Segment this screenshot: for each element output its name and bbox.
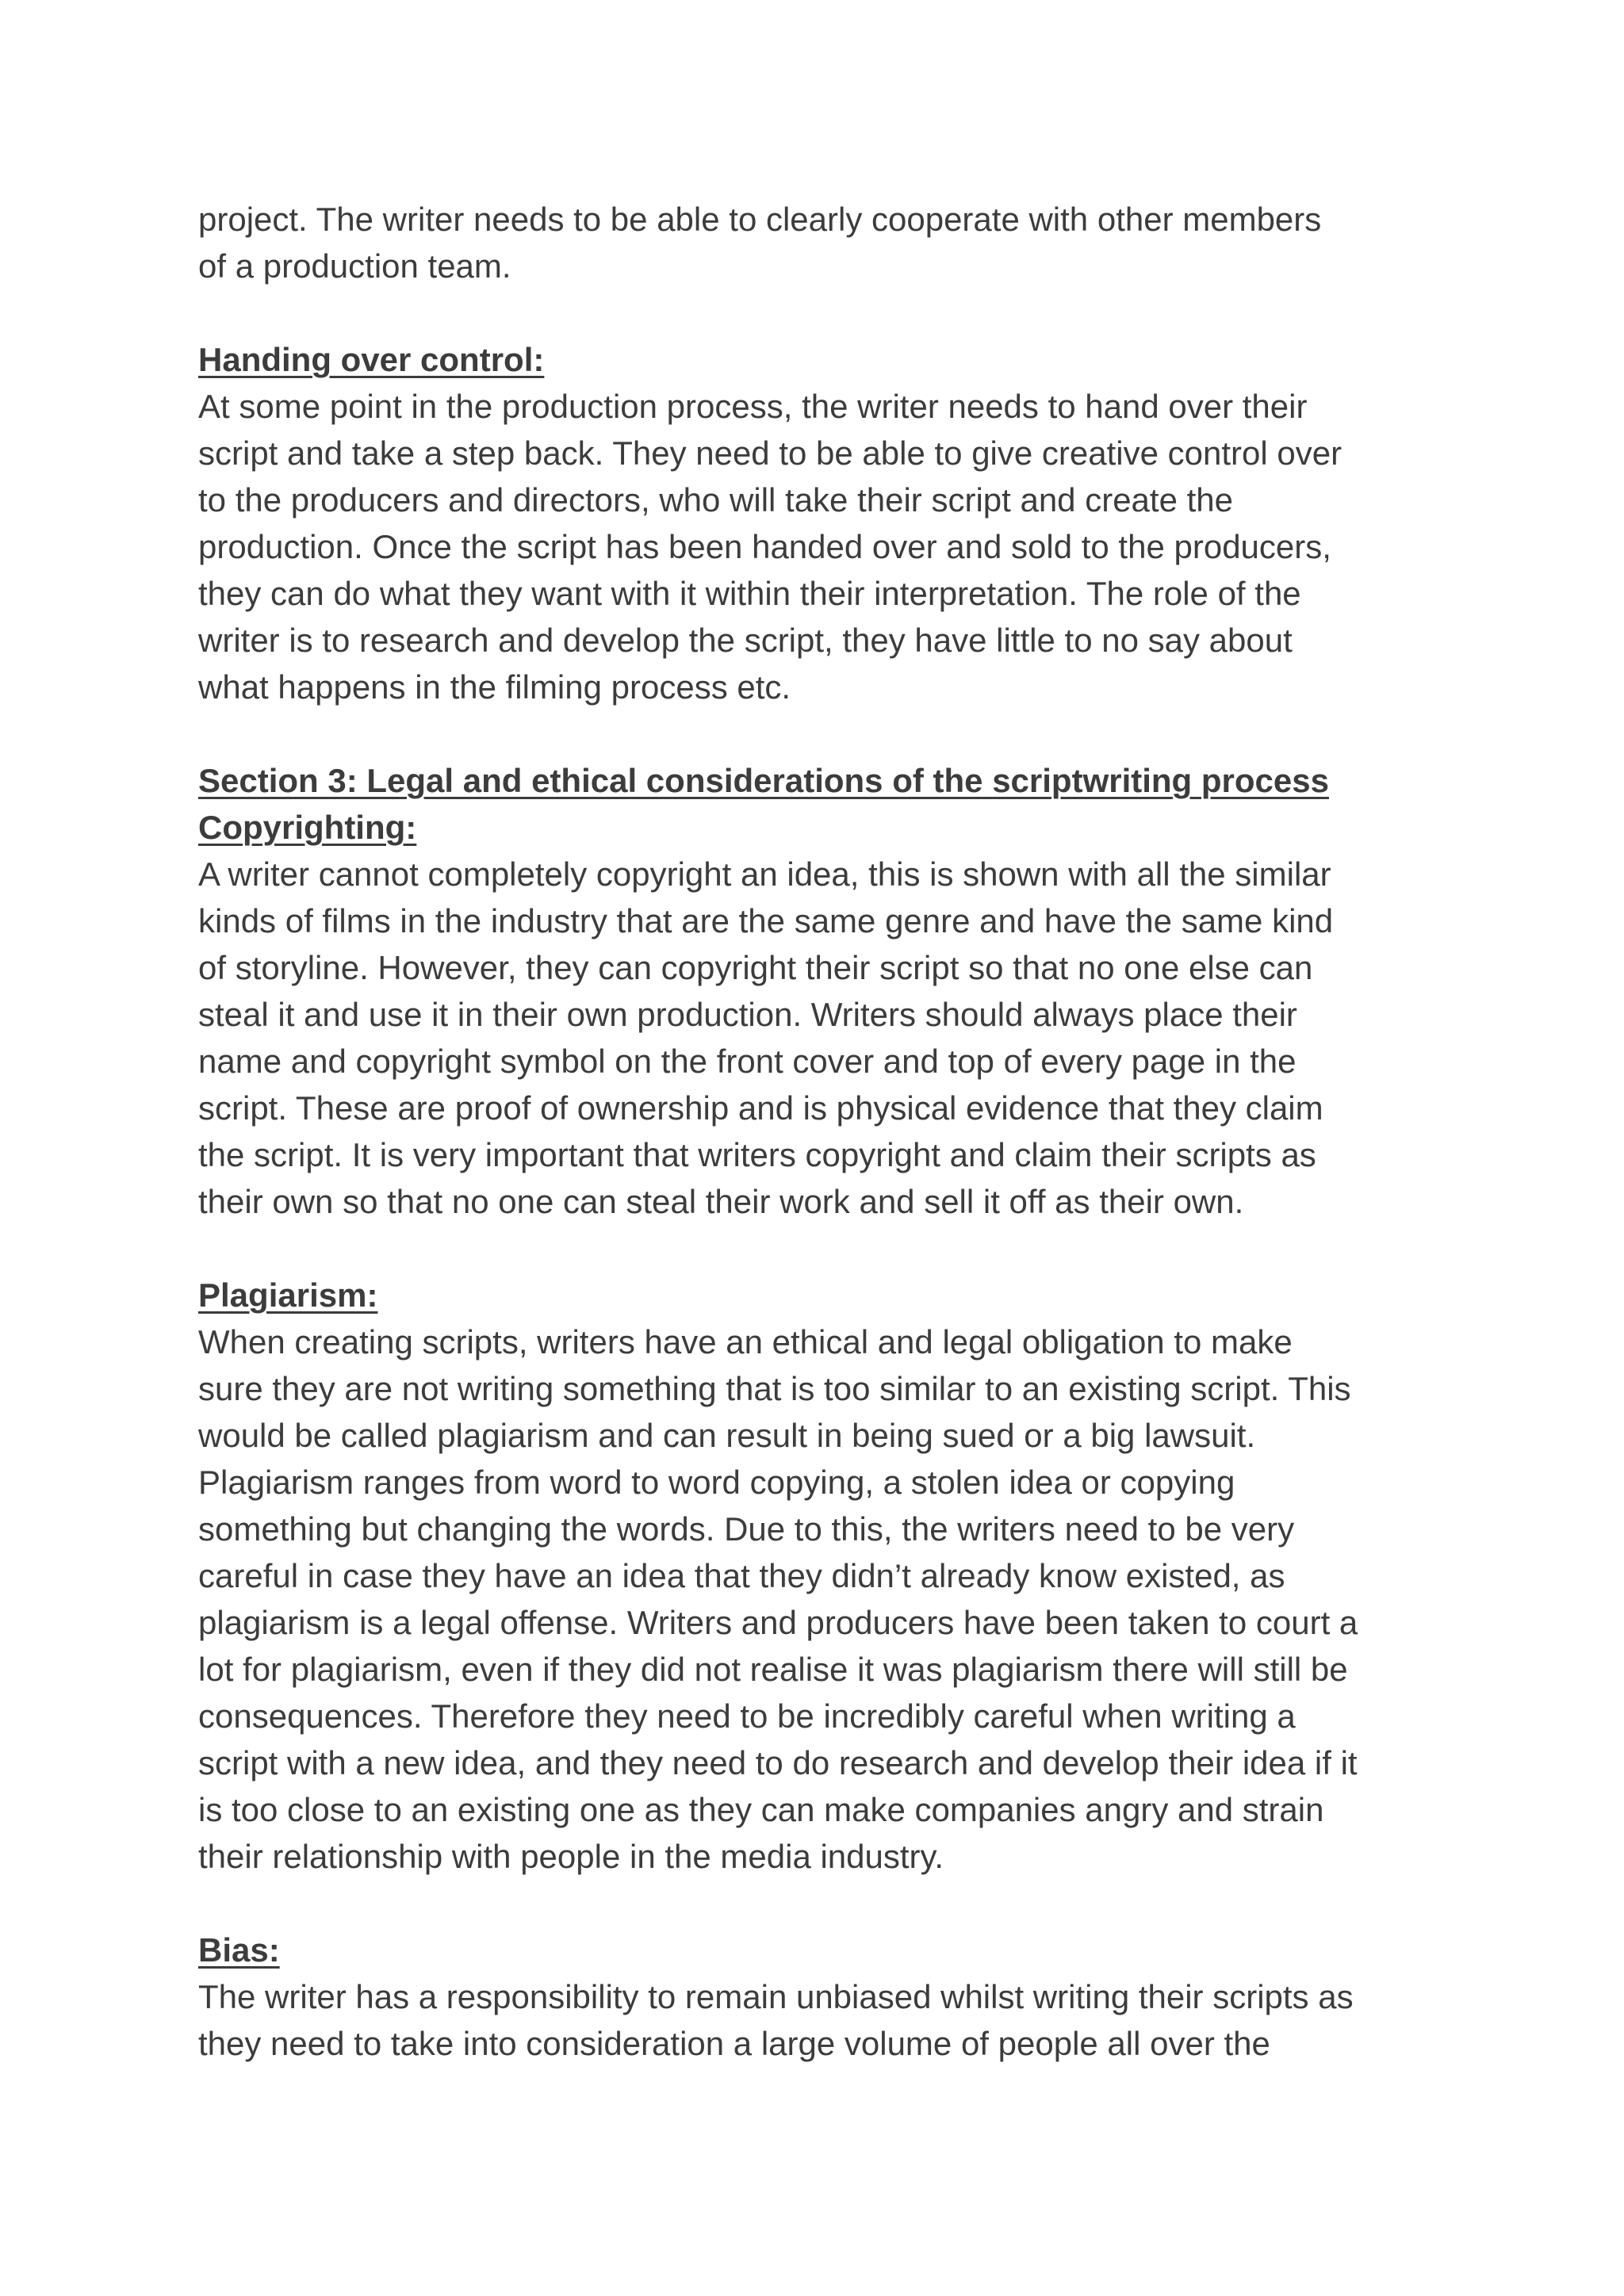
page-content <box>198 196 1451 2067</box>
text-line: is too close to an existing one as they can make companies angry and strain <box>198 1791 1324 1828</box>
paragraph-gap <box>198 1225 1451 1272</box>
text-line: their relationship with people in the media industry. <box>198 1838 944 1875</box>
text-line: script and take a step back. They need to be able to give creative control over <box>198 434 1342 472</box>
text-line: When creating scripts, writers have an ethical and legal obligation to make <box>198 1323 1293 1360</box>
text-line: project. The writer needs to be able to clearly cooperate with other members <box>198 201 1322 238</box>
text-line: consequences. Therefore they need to be incredibly careful when writing a <box>198 1697 1296 1735</box>
text-line: Plagiarism ranges from word to word copying, a stolen idea or copying <box>198 1464 1235 1501</box>
text-line: they need to take into consideration a large volume of people all over the <box>198 2025 1270 2062</box>
text-line: name and copyright symbol on the front cover and top of every page in the <box>198 1043 1297 1080</box>
text-line: their own so that no one can steal their work and sell it off as their own. <box>198 1183 1244 1220</box>
text-line: steal it and use it in their own production. Writers should always place their <box>198 996 1297 1033</box>
text-line: something but changing the words. Due to this, the writers need to be very <box>198 1510 1295 1548</box>
copyrighting-paragraph <box>198 851 1451 1225</box>
heading-plagiarism: Plagiarism: <box>198 1276 378 1314</box>
text-line: The writer has a responsibility to remain unbiased whilst writing their scripts as <box>198 1978 1354 2015</box>
heading-bias: Bias: <box>198 1931 280 1969</box>
heading-copyrighting: Copyrighting: <box>198 809 417 846</box>
plagiarism-paragraph <box>198 1318 1451 1880</box>
paragraph-gap <box>198 289 1451 336</box>
text-line: sure they are not writing something that is too similar to an existing script. This <box>198 1370 1351 1407</box>
paragraph-gap <box>198 1880 1451 1927</box>
text-line: plagiarism is a legal offense. Writers and producers have been taken to court a <box>198 1604 1358 1641</box>
text-line: what happens in the filming process etc. <box>198 668 791 706</box>
text-line: kinds of films in the industry that are the same genre and have the same kind <box>198 902 1334 939</box>
text-line: lot for plagiarism, even if they did not realise it was plagiarism there will still be <box>198 1651 1348 1688</box>
bias-paragraph <box>198 1973 1451 2067</box>
text-line: the script. It is very important that writers copyright and claim their scripts as <box>198 1136 1316 1173</box>
paragraph-gap <box>198 710 1451 757</box>
text-line: of storyline. However, they can copyright their script so that no one else can <box>198 949 1313 986</box>
text-line: script. These are proof of ownership and is physical evidence that they claim <box>198 1089 1323 1127</box>
text-line: script with a new idea, and they need to do research and develop their idea if it <box>198 1744 1358 1781</box>
heading-handing-over-control: Handing over control: <box>198 341 545 378</box>
text-line: to the producers and directors, who will take their script and create the <box>198 481 1233 519</box>
text-line: would be called plagiarism and can result in being sued or a big lawsuit. <box>198 1417 1256 1454</box>
text-line: of a production team. <box>198 247 511 285</box>
handing-over-paragraph <box>198 383 1451 710</box>
heading-section-3: Section 3: Legal and ethical considerations of the scriptwriting process <box>198 762 1329 799</box>
text-line: careful in case they have an idea that they didn’t already know existed, as <box>198 1557 1285 1594</box>
text-line: production. Once the script has been handed over and sold to the producers, <box>198 528 1331 565</box>
text-line: writer is to research and develop the script, they have little to no say about <box>198 622 1293 659</box>
text-line: A writer cannot completely copyright an idea, this is shown with all the similar <box>198 855 1331 893</box>
text-line: they can do what they want with it within their interpretation. The role of the <box>198 575 1301 612</box>
intro-paragraph <box>198 196 1451 289</box>
text-line: At some point in the production process, the writer needs to hand over their <box>198 388 1308 425</box>
